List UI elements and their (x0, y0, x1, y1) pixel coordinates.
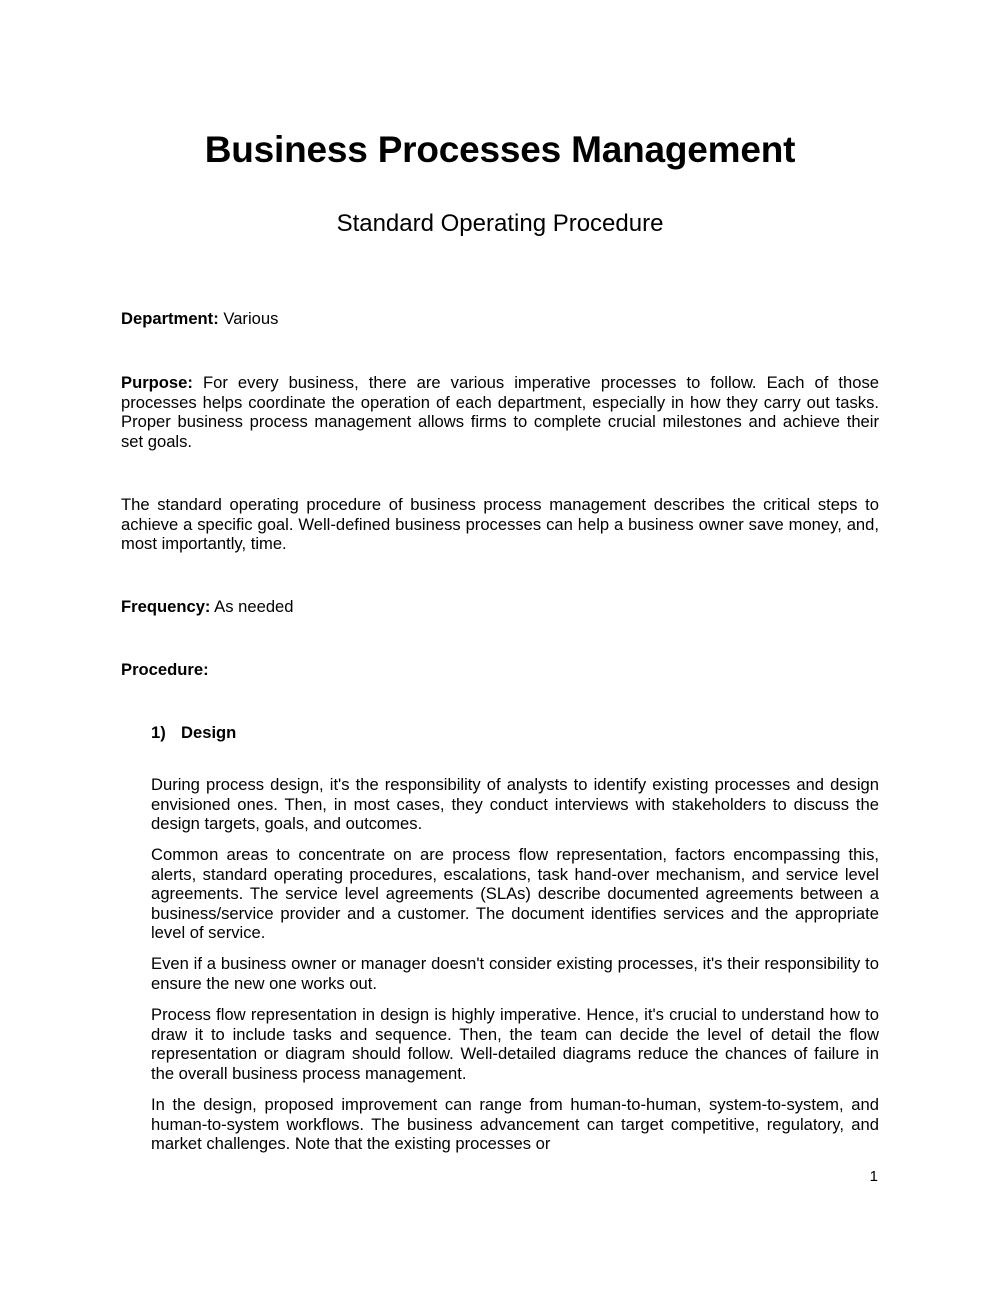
department-field (121, 309, 879, 329)
intro-paragraph: The standard operating procedure of business process management describes the critical steps to achieve a specific goal. Well-defined business processes can help a business owner save money, and, most importantly, time. (121, 495, 879, 553)
department-label: Department: (121, 309, 219, 328)
step-paragraph: In the design, proposed improvement can range from human-to-human, system-to-system, and human-to-system workflows. The business advancement can target competitive, regulatory, and market challenges. Note that the existing processes or (151, 1095, 879, 1153)
frequency-value: As needed (214, 597, 294, 616)
procedure-heading: Procedure: (121, 660, 209, 679)
department-value: Various (223, 309, 279, 328)
step-heading (151, 723, 236, 743)
frequency-label: Frequency: (121, 597, 211, 616)
purpose-paragraph (121, 373, 879, 451)
step-number: 1) (151, 723, 166, 742)
step-paragraph: Common areas to concentrate on are process flow representation, factors encompassing this, alerts, standard operating procedures, escalations, task hand-over mechanism, and service level agreements. The service level agreements (SLAs) describe documented agreements between a business/service provider and a customer. The document identifies services and the appropriate level of service. (151, 845, 879, 942)
step-paragraph: Even if a business owner or manager doesn't consider existing processes, it's their responsibility to ensure the new one works out. (151, 954, 879, 993)
page-number: 1 (869, 1168, 878, 1185)
document-subtitle: Standard Operating Procedure (336, 210, 664, 237)
document-title: Business Processes Management (204, 129, 796, 170)
frequency-field (121, 597, 879, 617)
step-paragraph: During process design, it's the responsibility of analysts to identify existing processes and design envisioned ones. Then, in most cases, they conduct interviews with stakeholders to discuss the design targets, goals, and outcomes. (151, 775, 879, 833)
step-paragraph: Process flow representation in design is highly imperative. Hence, it's crucial to understand how to draw it to include tasks and sequence. Then, the team can decide the level of detail the flow representation or diagram should follow. Well-detailed diagrams reduce the chances of failure in the overall business process management. (151, 1005, 879, 1083)
purpose-text: For every business, there are various imperative processes to follow. Each of those processes helps coordinate the operation of each department, especially in how they carry out tasks. Proper business process management allows firms to complete crucial milestones and achieve their set goals. (121, 373, 879, 451)
purpose-label: Purpose: (121, 373, 193, 392)
step-title: Design (181, 723, 237, 742)
